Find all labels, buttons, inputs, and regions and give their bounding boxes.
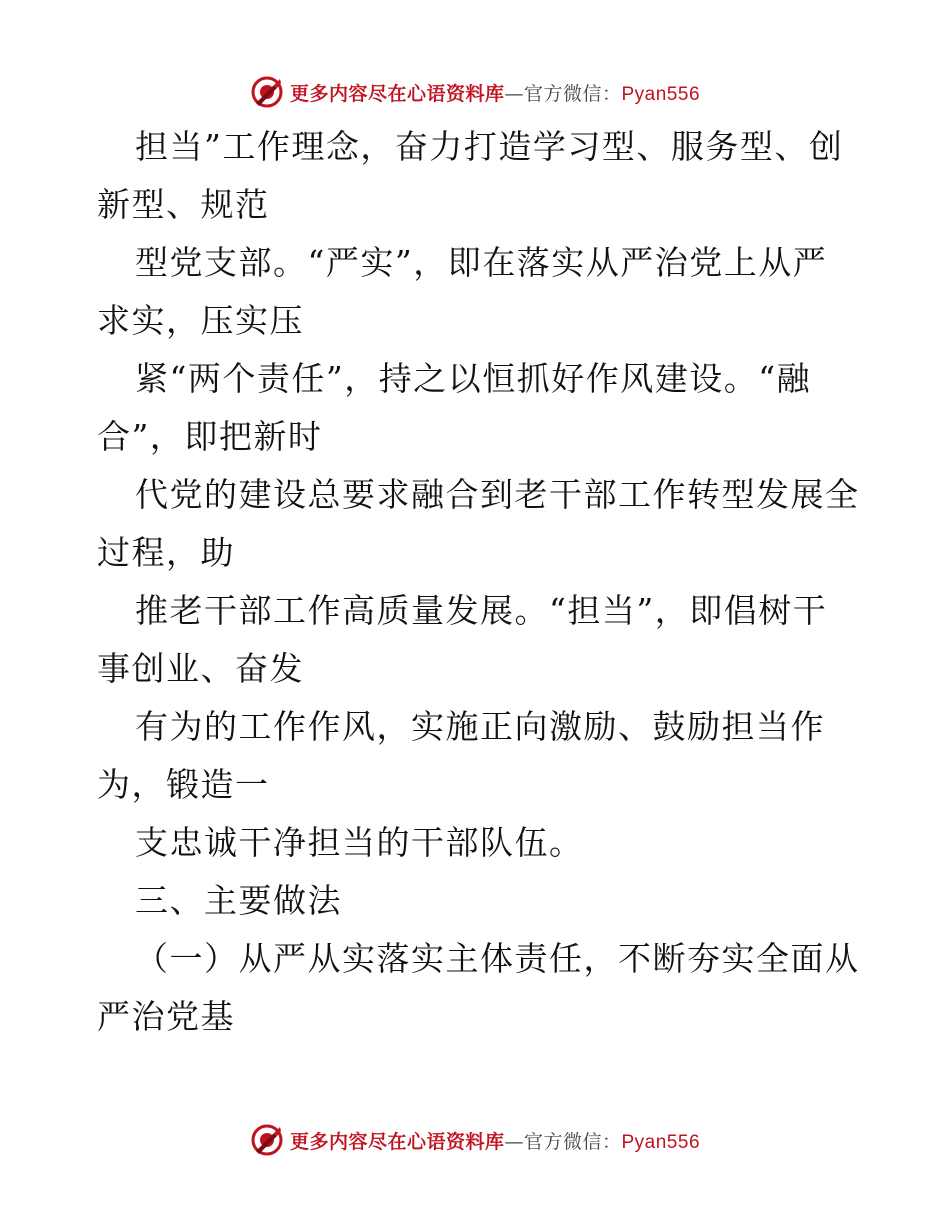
logo-icon — [250, 75, 284, 109]
text-line: 严治党基 — [97, 997, 235, 1036]
section-heading: 三、主要做法 — [135, 881, 342, 920]
footer-watermark — [0, 1120, 950, 1160]
subsection-heading: （一）从严从实落实主体责任，不断夯实全面从 — [135, 939, 860, 978]
text-line: 紧“两个责任”，持之以恒抓好作风建设。“融 — [135, 359, 812, 398]
text-line: 合”，即把新时 — [97, 417, 323, 456]
watermark-text: 更多内容尽在心语资料库—官方微信：Pyan556 — [289, 82, 701, 105]
text-line: 型党支部。“严实”，即在落实从严治党上从严 — [135, 243, 828, 282]
header-watermark — [0, 72, 950, 112]
document-body — [97, 118, 860, 1046]
text-line: 担当”工作理念，奋力打造学习型、服务型、创 — [135, 127, 844, 166]
logo-icon — [250, 1123, 284, 1157]
text-line: 推老干部工作高质量发展。“担当”，即倡树干 — [135, 591, 828, 630]
text-line: 过程，助 — [97, 533, 235, 572]
text-line: 事创业、奋发 — [97, 649, 304, 688]
text-line: 新型、规范 — [97, 185, 270, 224]
watermark-text: 更多内容尽在心语资料库—官方微信：Pyan556 — [289, 1130, 701, 1153]
text-line: 求实，压实压 — [97, 301, 304, 340]
text-line: 代党的建设总要求融合到老干部工作转型发展全 — [135, 475, 860, 514]
text-line: 支忠诚干净担当的干部队伍。 — [135, 823, 584, 862]
text-line: 有为的工作作风，实施正向激励、鼓励担当作 — [135, 707, 825, 746]
text-line: 为，锻造一 — [97, 765, 270, 804]
